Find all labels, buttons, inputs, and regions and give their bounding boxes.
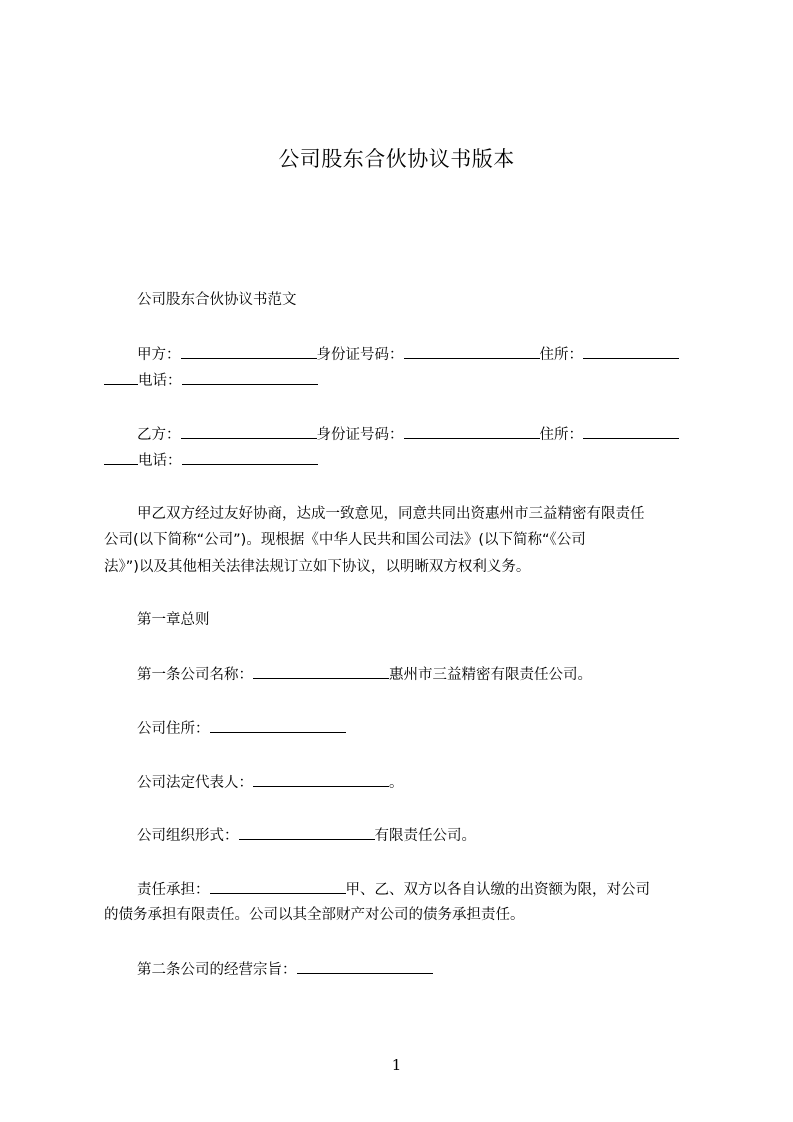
liability-blank — [210, 879, 346, 894]
intro-line-3: 法》”)以及其他相关法律法规订立如下协议，以明晰双方权利义务。 — [104, 559, 531, 575]
org-form-blank — [239, 825, 375, 840]
company-address-blank — [210, 718, 346, 733]
party-a-phone-label: 电话： — [138, 373, 182, 389]
company-name-blank — [253, 664, 389, 679]
org-form-line — [137, 825, 704, 846]
liability-suffix: 甲、乙、双方以各自认缴的出资额为限，对公司 — [345, 882, 650, 898]
legal-rep-label: 公司法定代表人： — [137, 775, 253, 791]
page-number: 1 — [391, 1056, 402, 1074]
party-a-id-blank — [404, 344, 540, 359]
article-2-label: 第二条公司的经营宗旨： — [137, 962, 297, 978]
party-b-name-blank — [181, 424, 317, 439]
liability-line-2: 的债务承担有限责任。公司以其全部财产对公司的债务承担责任。 — [104, 907, 525, 923]
party-a-line-2 — [104, 370, 704, 391]
party-b-phone-label: 电话： — [138, 453, 182, 469]
legal-rep-blank — [253, 772, 389, 787]
org-form-label: 公司组织形式： — [137, 828, 239, 844]
party-a-phone-blank — [182, 370, 318, 385]
article-1-line — [137, 664, 704, 685]
article-2-blank — [297, 959, 433, 974]
company-address-label: 公司住所： — [137, 721, 210, 737]
liability-line — [137, 879, 704, 900]
liability-label: 责任承担： — [137, 882, 210, 898]
party-a-line — [137, 344, 704, 365]
party-a-address-blank-cont — [104, 370, 138, 385]
article-1-label: 第一条公司名称： — [137, 667, 253, 683]
party-b-address-blank-cont — [104, 450, 138, 465]
intro-line-2: 公司(以下简称“公司”)。现根据《中华人民共和国公司法》(以下简称“《公司 — [104, 532, 586, 548]
legal-rep-suffix: 。 — [389, 775, 404, 791]
party-b-id-blank — [404, 424, 540, 439]
party-b-phone-blank — [182, 450, 318, 465]
party-a-id-label: 身份证号码： — [316, 347, 404, 363]
party-a-address-blank — [583, 344, 679, 359]
article-1-suffix: 惠州市三益精密有限责任公司。 — [389, 667, 592, 683]
party-b-line — [137, 424, 704, 445]
legal-rep-line — [137, 772, 704, 793]
document-title: 公司股东合伙协议书版本 — [278, 147, 515, 171]
document-subtitle: 公司股东合伙协议书范文 — [137, 292, 297, 308]
org-form-suffix: 有限责任公司。 — [374, 828, 476, 844]
party-a-name-blank — [181, 344, 317, 359]
party-b-id-label: 身份证号码： — [316, 427, 404, 443]
party-b-address-blank — [583, 424, 679, 439]
party-a-label: 甲方： — [137, 347, 181, 363]
party-b-label: 乙方： — [137, 427, 181, 443]
party-b-address-label: 住所： — [539, 427, 583, 443]
article-2-line — [137, 959, 704, 980]
party-a-address-label: 住所： — [539, 347, 583, 363]
intro-line-1: 甲乙双方经过友好协商，达成一致意见，同意共同出资惠州市三益精密有限责任 — [137, 506, 645, 522]
company-address-line — [137, 718, 704, 739]
chapter-heading: 第一章总则 — [137, 612, 210, 628]
party-b-line-2 — [104, 450, 704, 471]
